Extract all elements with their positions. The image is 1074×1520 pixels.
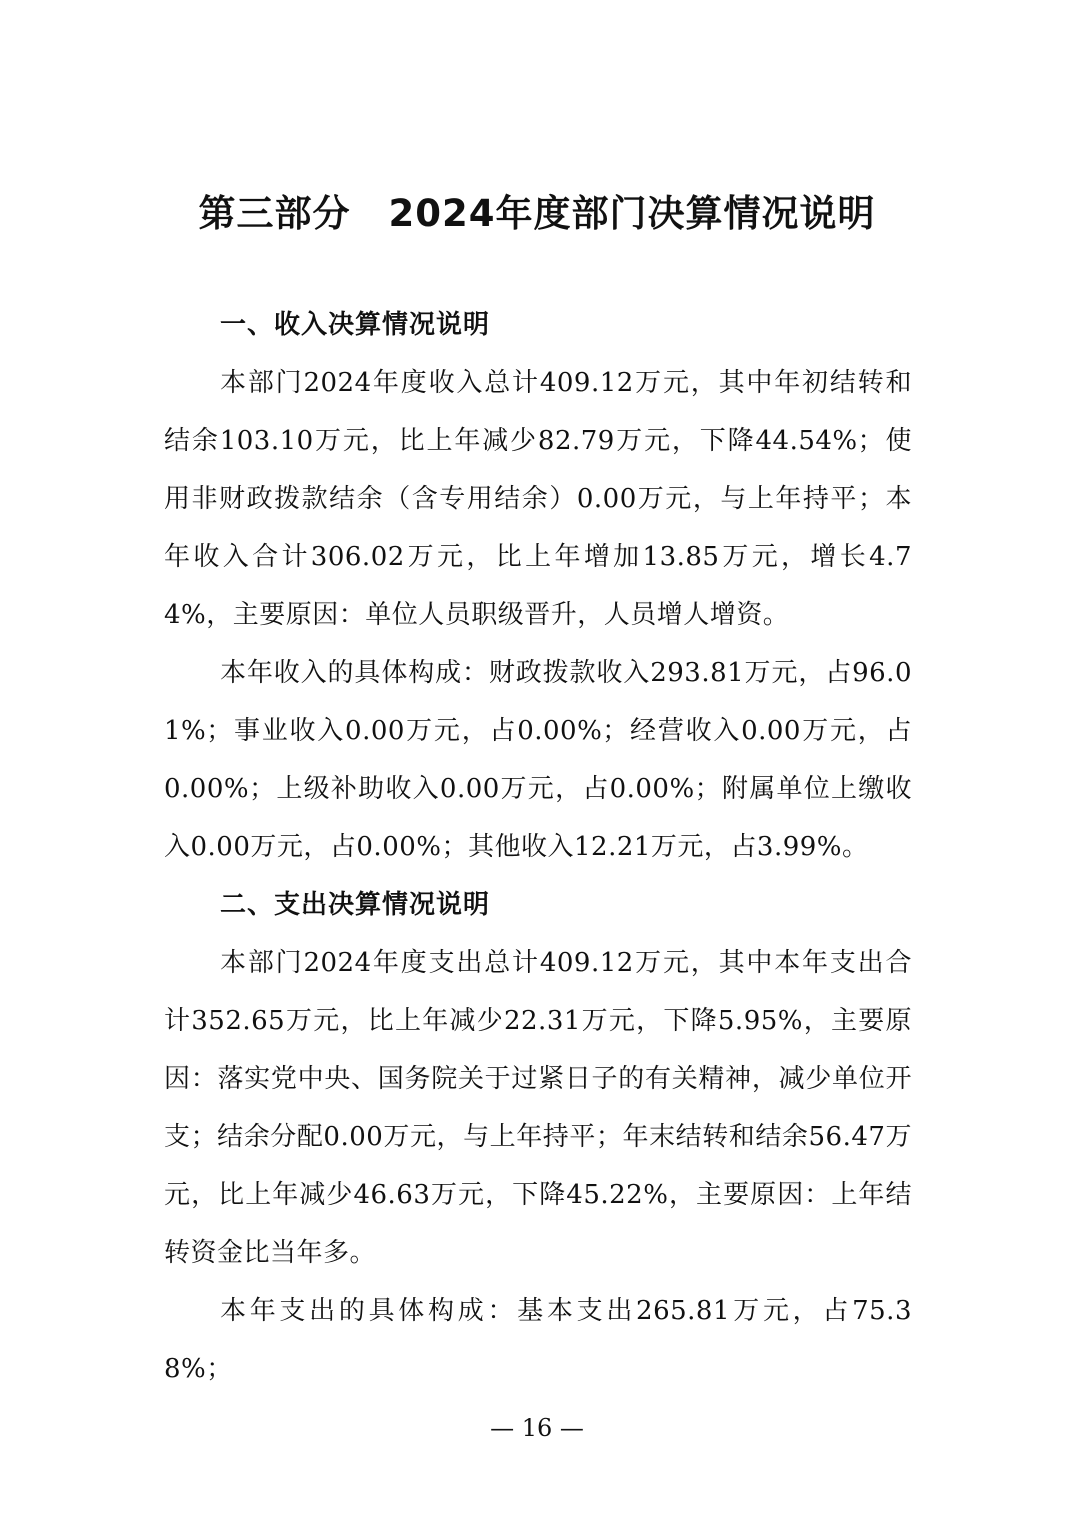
page-number: — 16 —	[490, 1414, 584, 1442]
expenditure-paragraph-2: 本年支出的具体构成：基本支出265.81万元，占75.38%；	[164, 1296, 912, 1384]
income-paragraph-1: 本部门2024年度收入总计409.12万元，其中年初结转和结余103.10万元，比上年减少82.79万元，下降44.54%；使用非财政拨款结余（含专用结余）0.00万元，与上年持平；本年收入合计306.02万元，比上年增加13.85万元，增长4.74%，主要原因：单位人员职级晋升，人员增人增资。	[164, 368, 912, 630]
section-heading-expenditure: 二、支出决算情况说明	[220, 890, 491, 920]
expenditure-paragraph-1: 本部门2024年度支出总计409.12万元，其中本年支出合计352.65万元，比上年减少22.31万元，下降5.95%，主要原因：落实党中央、国务院关于过紧日子的有关精神，减少单位开支；结余分配0.00万元，与上年持平；年末结转和结余56.47万元，比上年减少46.63万元，下降45.22%，主要原因：上年结转资金比当年多。	[164, 948, 912, 1268]
page-title: 第三部分 2024年度部门决算情况说明	[198, 192, 876, 235]
section-heading-income: 一、收入决算情况说明	[220, 310, 491, 340]
income-paragraph-2: 本年收入的具体构成：财政拨款收入293.81万元，占96.01%；事业收入0.00万元，占0.00%；经营收入0.00万元，占0.00%；上级补助收入0.00万元，占0.00%；附属单位上缴收入0.00万元，占0.00%；其他收入12.21万元，占3.99%。	[164, 658, 912, 862]
document-body	[164, 296, 912, 1398]
